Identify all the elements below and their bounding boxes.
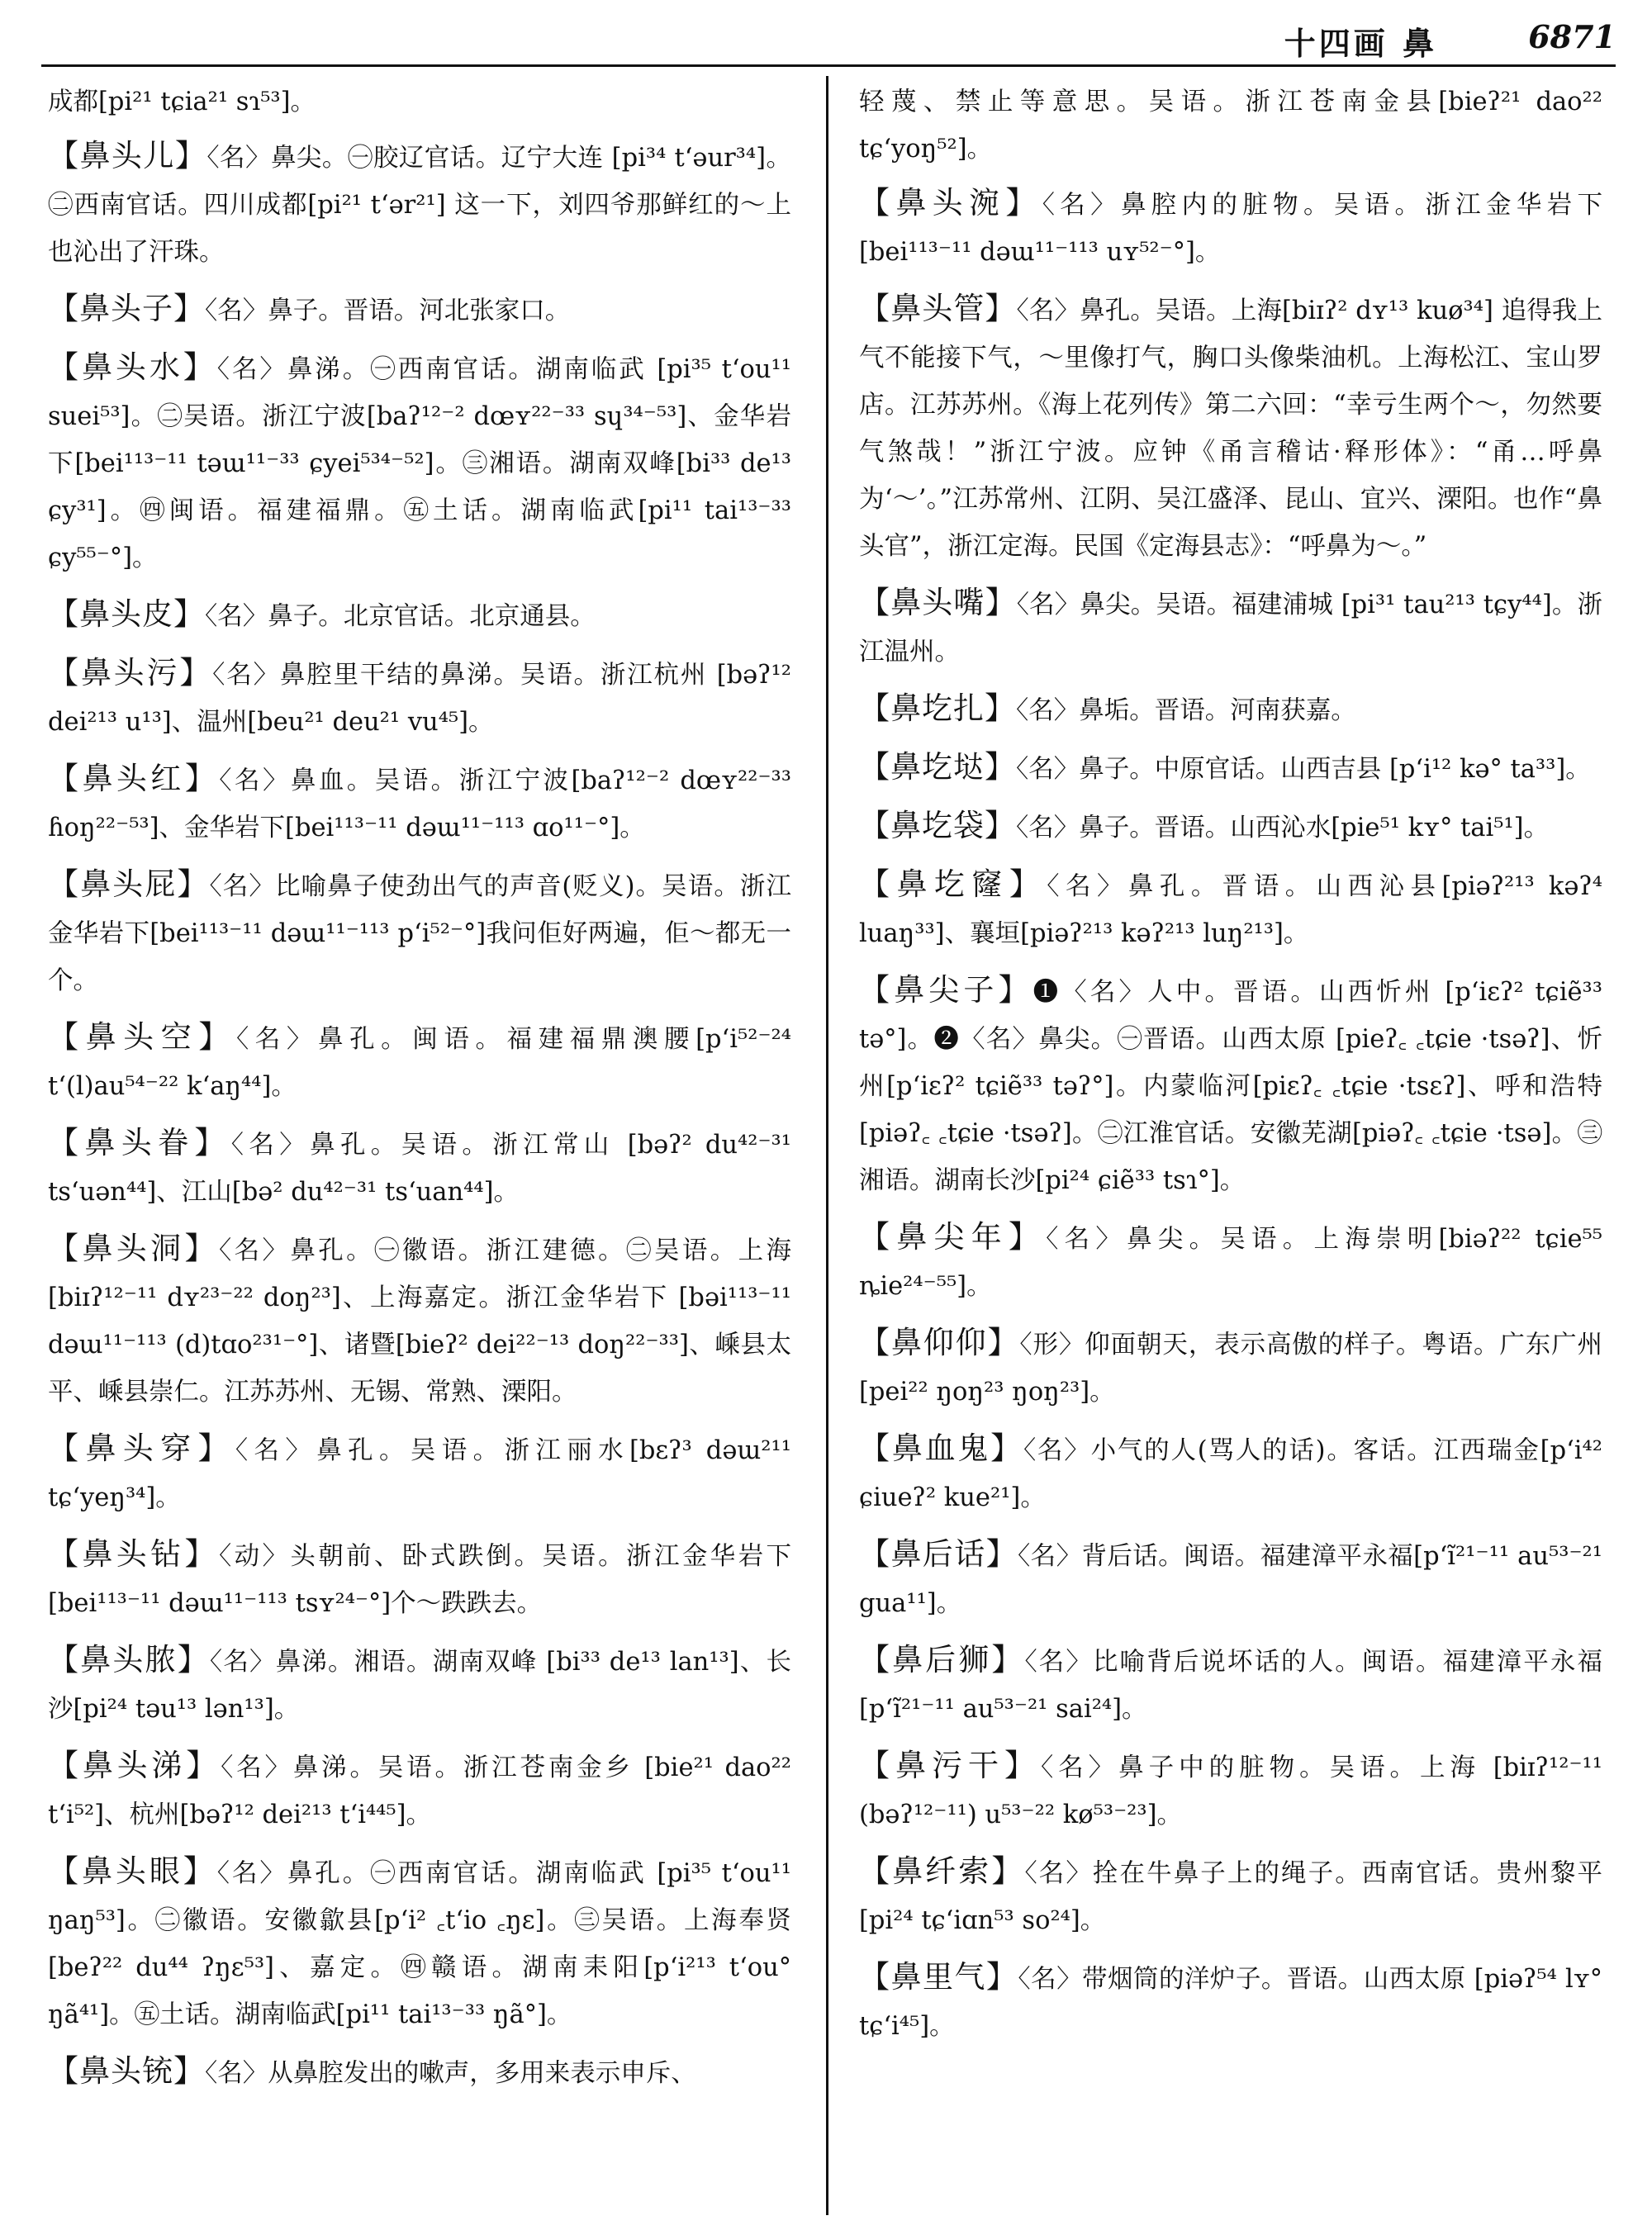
entry-text: 〈名〉背后话。闽语。福建漳平永福[p‘ĩ²¹⁻¹¹ au⁵³⁻²¹ gua¹¹]。: [859, 1542, 1602, 1618]
dictionary-entry: [48, 344, 791, 581]
dictionary-entry: [48, 132, 791, 276]
entry-headword: 【鼻圪扎】: [859, 690, 1016, 726]
dictionary-entry: [859, 861, 1602, 957]
dictionary-entry: [859, 1319, 1602, 1416]
entry-text: 〈名〉鼻子。中原官话。山西吉县 [p‘i¹² kə° ta³³]。: [1016, 755, 1591, 784]
entry-text: 〈名〉鼻涕。㊀西南官话。湖南临武 [pi³⁵ t‘ou¹¹ suei⁵³]。㊁吴语。浙江宁波[baʔ¹²⁻² dœʏ²²⁻³³ sɥ³⁴⁻⁵³]、金华岩下[bei¹¹³⁻¹¹ təɯ¹¹⁻³³ ɕyei⁵³⁴⁻⁵²]。㊂湘语。湖南双峰[bi³³ de¹³ ɕy³¹]。㊃闽语。福建福鼎。㊄土话。湖南临武[pi¹¹ tai¹³⁻³³ ɕy⁵⁵⁻°]。: [48, 355, 792, 572]
dictionary-entry: [859, 1425, 1602, 1521]
dictionary-entry: [48, 591, 791, 640]
entry-headword: 【鼻头屁】: [48, 866, 210, 902]
dictionary-entry: [859, 1213, 1602, 1310]
entry-headword: 【鼻头眷】: [48, 1125, 231, 1160]
entry-text: 〈名〉鼻血。吴语。浙江宁波[baʔ¹²⁻² dœʏ²²⁻³³ ɦoŋ²²⁻⁵³]、金华岩下[bei¹¹³⁻¹¹ dəɯ¹¹⁻¹¹³ ɑo¹¹⁻°]。: [48, 766, 792, 842]
dictionary-entry: [859, 685, 1602, 734]
dictionary-entry: [859, 1636, 1602, 1733]
left-column: [48, 76, 791, 2106]
entry-text: 〈名〉鼻孔。闽语。福建福鼎澳腰[p‘i⁵²⁻²⁴ t‘(l)au⁵⁴⁻²² k‘aŋ⁴⁴]。: [48, 1025, 791, 1101]
entry-headword: 【鼻头眼】: [48, 1853, 217, 1889]
entry-text: 〈名〉鼻尖。㊀胶辽官话。辽宁大连 [pi³⁴ t‘əur³⁴]。㊁西南官话。四川成都[pi²¹ t‘ər²¹] 这一下，刘四爷那鲜红的～上也沁出了汗珠。: [48, 144, 791, 267]
entry-headword: 【鼻纤索】: [859, 1853, 1025, 1889]
entry-text: 〈名〉鼻子。晋语。河北张家口。: [205, 297, 571, 325]
entry-text: 〈名〉鼻尖。吴语。福建浦城 [pi³¹ tau²¹³ tɕy⁴⁴]。浙江温州。: [859, 591, 1603, 667]
entry-headword: 【鼻尖子】: [859, 972, 1033, 1008]
dictionary-entry: [859, 179, 1602, 276]
dictionary-entry: [48, 1119, 791, 1216]
entry-headword: 【鼻头子】: [48, 291, 205, 326]
dictionary-entry: [48, 1530, 791, 1627]
entry-text: 〈名〉鼻孔。吴语。浙江常山 [bəʔ² du⁴²⁻³¹ ts‘uən⁴⁴]、江山[bə² du⁴²⁻³¹ ts‘uan⁴⁴]。: [48, 1131, 791, 1207]
dictionary-entry: [859, 966, 1602, 1204]
entry-headword: 【鼻头管】: [859, 291, 1017, 326]
entry-headword: 【鼻头穿】: [48, 1431, 235, 1466]
entry-headword: 【鼻里气】: [859, 1959, 1018, 1995]
entry-text: 〈名〉比喻鼻子使劲出气的声音(贬义)。吴语。浙江金华岩下[bei¹¹³⁻¹¹ dəɯ¹¹⁻¹¹³ p‘i⁵²⁻°]我问佢好两遍，佢～都无一个。: [48, 872, 791, 995]
right-column: [859, 76, 1602, 2059]
dictionary-entry: [859, 1530, 1602, 1627]
entry-text: 〈名〉鼻垢。晋语。河南获嘉。: [1016, 696, 1356, 725]
entry-headword: 【鼻头钻】: [48, 1536, 219, 1572]
dictionary-entry: [859, 579, 1602, 676]
dictionary-entry: [48, 861, 791, 1004]
entry-text: 〈名〉鼻孔。㊀西南官话。湖南临武 [pi³⁵ t‘ou¹¹ ŋaŋ⁵³]。㊁徽语。安徽歙县[p‘i² ꜀t‘io ꜀ŋɛ]。㊂吴语。上海奉贤[beʔ²² du⁴⁴ ʔŋɛ⁵³]、嘉定。㊃赣语。湖南耒阳[p‘i²¹³ t‘ou° ŋã⁴¹]。㊄土话。湖南临武[pi¹¹ tai¹³⁻³³ ŋã°]。: [48, 1859, 792, 2029]
entry-text: 〈名〉鼻涕。湘语。湖南双峰 [bi³³ de¹³ lan¹³]、长沙[pi²⁴ təu¹³ lən¹³]。: [48, 1648, 791, 1724]
entry-headword: 【鼻血鬼】: [859, 1431, 1023, 1466]
dictionary-entry: [48, 1742, 791, 1839]
entry-text: 〈名〉带烟筒的洋炉子。晋语。山西太原 [piəʔ⁵⁴ lʏ° tɕ‘i⁴⁵]。: [859, 1965, 1603, 2041]
entry-text: 轻蔑、禁止等意思。吴语。浙江苍南金县[bieʔ²¹ dao²² tɕ‘yoŋ⁵²]。: [859, 88, 1602, 164]
dictionary-entry: [48, 285, 791, 334]
dictionary-entry: [48, 649, 791, 746]
entry-text: 〈名〉拴在牛鼻子上的绳子。西南官话。贵州黎平[pi²⁴ tɕ‘iɑn⁵³ so²⁴]。: [859, 1859, 1603, 1935]
dictionary-entry: [859, 1953, 1602, 2050]
entry-text: 〈名〉鼻孔。㊀徽语。浙江建德。㊁吴语。上海 [biɪʔ¹²⁻¹¹ dʏ²³⁻²² doŋ²³]、上海嘉定。浙江金华岩下 [bəi¹¹³⁻¹¹ dəɯ¹¹⁻¹¹³ (d)tɑo²³¹⁻°]、诸暨[bieʔ² dei²²⁻¹³ doŋ²²⁻³³]、嵊县太平、嵊县崇仁。江苏苏州、无锡、常熟、溧阳。: [48, 1236, 792, 1407]
entry-text: 〈名〉鼻孔。晋语。山西沁县[piəʔ²¹³ kəʔ⁴ luaŋ³³]、襄垣[piəʔ²¹³ kəʔ²¹³ luŋ²¹³]。: [859, 872, 1603, 948]
entry-text: 〈名〉鼻腔内的脏物。吴语。浙江金华岩下 [bei¹¹³⁻¹¹ dəɯ¹¹⁻¹¹³ uʏ⁵²⁻°]。: [859, 191, 1603, 267]
entry-headword: 【鼻头嘴】: [859, 585, 1017, 620]
entry-text: 〈名〉鼻孔。吴语。上海[biɪʔ² dʏ¹³ kuø³⁴] 追得我上气不能接下气，～里像打气，胸口头像柴油机。上海松江、宝山罗店。江苏苏州。《海上花列传》第二六回：“幸亏生两个～，勿然要气煞哉！”浙江宁波。应钟《甬言稽诂·释形体》：“甬…呼鼻为‘～’。”江苏常州、江阴、吴江盛泽、昆山、宜兴、溧阳。也作“鼻头官”，浙江定海。民国《定海县志》：“呼鼻为～。”: [859, 297, 1603, 561]
entry-headword: 【鼻头污】: [48, 655, 213, 690]
dictionary-entry: [859, 1742, 1602, 1839]
entry-headword: 【鼻头皮】: [48, 596, 205, 632]
entry-headword: 【鼻圪窿】: [859, 866, 1047, 902]
dictionary-entry: [859, 1848, 1602, 1944]
entry-text: 〈动〉头朝前、卧式跌倒。吴语。浙江金华岩下[bei¹¹³⁻¹¹ dəɯ¹¹⁻¹¹³ tsʏ²⁴⁻°]个～跌跌去。: [48, 1542, 792, 1618]
entry-text: 〈名〉鼻子中的脏物。吴语。上海 [biɪʔ¹²⁻¹¹ (bəʔ¹²⁻¹¹) u⁵³⁻²² kø⁵³⁻²³]。: [859, 1753, 1602, 1829]
dictionary-entry: [48, 76, 791, 126]
entry-text: 〈名〉鼻腔里干结的鼻涕。吴语。浙江杭州 [bəʔ¹² dei²¹³ u¹³]、温州[beu²¹ deu²¹ vu⁴⁵]。: [48, 661, 791, 737]
entry-headword: 【鼻污干】: [859, 1748, 1041, 1783]
entry-headword: 【鼻仰仰】: [859, 1325, 1020, 1360]
entry-headword: 【鼻尖年】: [859, 1219, 1047, 1255]
dictionary-entry: [48, 1636, 791, 1733]
dictionary-entry: [48, 1848, 791, 2038]
header-rule: [41, 64, 1616, 67]
entry-headword: 【鼻头涴】: [859, 185, 1042, 221]
entry-headword: 【鼻后话】: [859, 1536, 1018, 1572]
entry-headword: 【鼻圪垯】: [859, 749, 1016, 785]
entry-headword: 【鼻圪袋】: [859, 808, 1016, 843]
dictionary-entry: [48, 755, 791, 852]
entry-headword: 【鼻头涕】: [48, 1748, 221, 1783]
entry-headword: 【鼻后狮】: [859, 1642, 1025, 1677]
column-divider: [826, 76, 828, 2215]
entry-text: 〈名〉鼻涕。吴语。浙江苍南金乡 [bie²¹ dao²² t‘i⁵²]、杭州[bəʔ¹² dei²¹³ t‘i⁴⁴⁵]。: [48, 1753, 791, 1829]
dictionary-entry: [48, 1225, 791, 1416]
entry-text: 〈名〉比喻背后说坏话的人。闽语。福建漳平永福[p‘ĩ²¹⁻¹¹ au⁵³⁻²¹ sai²⁴]。: [859, 1648, 1603, 1724]
dictionary-entry: [48, 1013, 791, 1110]
entry-headword: 【鼻头脓】: [48, 1642, 210, 1677]
entry-text: 〈名〉鼻子。晋语。山西沁水[pie⁵¹ kʏ° tai⁵¹]。: [1016, 814, 1550, 842]
entry-headword: 【鼻头水】: [48, 349, 217, 385]
page-header: [0, 12, 1652, 66]
entry-headword: 【鼻头红】: [48, 761, 220, 796]
entry-headword: 【鼻头洞】: [48, 1231, 219, 1266]
dictionary-entry: [48, 1425, 791, 1521]
entry-text: 〈名〉从鼻腔发出的嗽声，多用来表示申斥、: [205, 2059, 696, 2088]
entry-headword: 【鼻头铳】: [48, 2053, 205, 2089]
entry-text: 〈名〉鼻子。北京官话。北京通县。: [205, 602, 596, 631]
entry-text: 〈名〉鼻孔。吴语。浙江丽水[bɛʔ³ dəɯ²¹¹ tɕ‘yeŋ³⁴]。: [48, 1436, 791, 1512]
dictionary-entry: [859, 802, 1602, 852]
entry-text: ❶〈名〉人中。晋语。山西忻州 [p‘iɛʔ² tɕiẽ³³ tə°]。❷〈名〉鼻尖。㊀晋语。山西太原 [pieʔ꜀ ꜀tɕie ·tsəʔ]、忻州[p‘iɛʔ² tɕiẽ³³ təʔ°]。内蒙临河[piɛʔ꜀ ꜀tɕie ·tsɛʔ]、呼和浩特[piəʔ꜀ ꜀tɕie ·tsəʔ]。㊁江淮官话。安徽芜湖[piəʔ꜀ ꜀tɕie ·tsə]。㊂湘语。湖南长沙[pi²⁴ ɕiẽ³³ tsɿ°]。: [859, 978, 1602, 1195]
section-title: 十四画 鼻: [1284, 25, 1437, 62]
entry-text: 〈名〉小气的人(骂人的话)。客话。江西瑞金[p‘i⁴² ɕiueʔ² kue²¹]。: [859, 1436, 1603, 1512]
dictionary-entry: [859, 743, 1602, 793]
entry-text: 〈名〉鼻尖。吴语。上海崇明[biəʔ²² tɕie⁵⁵ ȵie²⁴⁻⁵⁵]。: [859, 1225, 1603, 1301]
entry-text: 成都[pi²¹ tɕia²¹ sɿ⁵³]。: [48, 88, 316, 116]
dictionary-entry: [859, 76, 1602, 173]
entry-text: 〈形〉仰面朝天，表示高傲的样子。粤语。广东广州[pei²² ŋoŋ²³ ŋoŋ²³]。: [859, 1331, 1603, 1407]
entry-headword: 【鼻头儿】: [48, 138, 207, 173]
dictionary-entry: [859, 285, 1602, 570]
dictionary-entry: [48, 2047, 791, 2097]
page-number: 6871: [1528, 18, 1616, 55]
entry-headword: 【鼻头空】: [48, 1019, 236, 1055]
